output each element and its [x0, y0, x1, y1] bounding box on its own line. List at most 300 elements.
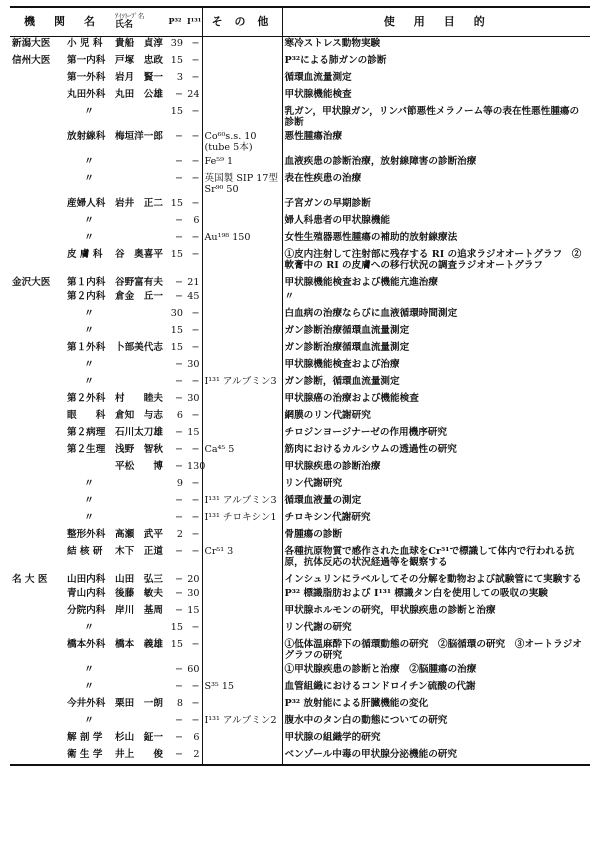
- cell-use: 筋肉におけるカルシウムの透過性の研究: [284, 443, 457, 455]
- cell-use: 〃: [284, 290, 295, 302]
- cell-p: −: [174, 358, 183, 370]
- cell-other: Ca⁴⁵ 5: [202, 443, 282, 460]
- cell-p: 15: [170, 638, 183, 650]
- header-use: 使 用 目 的: [383, 15, 489, 29]
- cell-p: 3: [176, 71, 183, 83]
- cell-i: 15: [185, 426, 202, 443]
- header-org: 機 関 名: [24, 15, 99, 29]
- cell-i: −: [185, 528, 202, 545]
- cell-use: ①皮内注射して注射部に残存する RI の追求ラジオオートグラフ ②軟膏中の RI の皮膚への移行状況の調査ラジオオートグラフ: [284, 248, 582, 271]
- cell-dept: 第２外科: [67, 392, 106, 404]
- table-row: [10, 307, 590, 324]
- cell-p: −: [174, 443, 183, 455]
- table-row: [10, 71, 590, 88]
- cell-use: チロキシン代謝研究: [284, 511, 371, 523]
- cell-name: [113, 477, 165, 494]
- cell-p: 15: [170, 248, 183, 260]
- cell-other: [202, 290, 282, 307]
- cell-use: 寒冷ストレス動物実験: [284, 38, 381, 49]
- cell-org: [10, 545, 65, 570]
- cell-p: −: [174, 680, 183, 692]
- cell-i: −: [185, 155, 202, 172]
- cell-other: [202, 273, 282, 290]
- cell-other: [202, 621, 282, 638]
- cell-other: [202, 248, 282, 273]
- cell-dept: 放射線科: [67, 130, 106, 142]
- cell-p: −: [174, 731, 183, 743]
- cell-org: 新潟大医: [12, 38, 51, 49]
- table-row: [10, 528, 590, 545]
- cell-name: [113, 231, 165, 248]
- cell-i: −: [185, 714, 202, 731]
- cell-dept: 〃: [84, 621, 94, 633]
- cell-p: −: [174, 511, 183, 523]
- cell-dept: 〃: [84, 105, 94, 117]
- cell-other: [202, 307, 282, 324]
- cell-use: チロジンヨージナーゼの作用機序研究: [284, 426, 447, 438]
- cell-i: −: [185, 545, 202, 570]
- cell-use: 甲状腺機能検査および機能亢進治療: [284, 276, 438, 288]
- cell-name: [113, 214, 165, 231]
- cell-org: [10, 587, 65, 604]
- cell-name: 杉山 鉦一: [115, 731, 163, 743]
- cell-dept: [65, 460, 113, 477]
- cell-p: −: [174, 663, 183, 675]
- cell-dept: 分院内科: [67, 604, 106, 616]
- cell-other: [202, 638, 282, 663]
- cell-p: −: [174, 231, 183, 243]
- table-row: [10, 231, 590, 248]
- cell-org: 名 大 医: [12, 573, 48, 585]
- cell-name: [113, 494, 165, 511]
- table-row: [10, 273, 590, 290]
- cell-dept: 〃: [84, 155, 94, 167]
- cell-i: −: [185, 375, 202, 392]
- cell-i: −: [185, 409, 202, 426]
- cell-p: −: [174, 130, 183, 142]
- cell-use: 甲状腺癌の治療および機能検査: [284, 392, 419, 404]
- cell-p: 8: [176, 697, 183, 709]
- table-body: [10, 37, 590, 765]
- cell-i: 21: [185, 273, 202, 290]
- cell-i: 24: [185, 88, 202, 105]
- cell-org: [10, 341, 65, 358]
- cell-name: 山田 弘三: [115, 573, 163, 585]
- isotope-usage-table: [10, 6, 590, 766]
- cell-name: 丸田 公雄: [115, 88, 163, 100]
- cell-name: [113, 155, 165, 172]
- table-row: [10, 426, 590, 443]
- cell-dept: 今井外科: [67, 697, 106, 709]
- cell-org: [10, 697, 65, 714]
- cell-org: [10, 358, 65, 375]
- table-row: [10, 197, 590, 214]
- cell-name: 梅垣洋一郎: [115, 130, 163, 142]
- cell-i: −: [185, 197, 202, 214]
- table-row: [10, 663, 590, 680]
- cell-p: −: [174, 375, 183, 387]
- cell-other: [202, 214, 282, 231]
- cell-org: [10, 714, 65, 731]
- cell-dept: 〃: [84, 214, 94, 226]
- cell-name: 木下 正道: [115, 545, 163, 557]
- cell-org: [10, 71, 65, 88]
- cell-p: −: [174, 460, 183, 472]
- table-row: [10, 638, 590, 663]
- cell-dept: 第２生理: [67, 443, 106, 455]
- cell-org: [10, 105, 65, 130]
- cell-p: 15: [170, 197, 183, 209]
- cell-use: 悪性腫瘍治療: [284, 130, 343, 142]
- cell-p: −: [174, 545, 183, 557]
- cell-p: −: [174, 392, 183, 404]
- cell-name: 岸川 基周: [115, 604, 163, 616]
- cell-p: −: [174, 172, 183, 184]
- cell-org: [10, 731, 65, 748]
- cell-p: −: [174, 587, 183, 599]
- cell-name: [113, 663, 165, 680]
- cell-i: −: [185, 324, 202, 341]
- cell-i: 6: [185, 214, 202, 231]
- cell-i: −: [185, 307, 202, 324]
- cell-dept: 橋本外科: [67, 638, 106, 650]
- table-row: [10, 621, 590, 638]
- cell-name: [113, 105, 165, 130]
- cell-p: 30: [170, 307, 183, 319]
- cell-i: −: [185, 494, 202, 511]
- table-row: [10, 172, 590, 197]
- cell-org: [10, 663, 65, 680]
- cell-other: [202, 341, 282, 358]
- cell-i: −: [185, 638, 202, 663]
- cell-i: −: [185, 511, 202, 528]
- cell-use: 循環血液量の測定: [284, 494, 362, 506]
- cell-other: Co⁶⁰s.s. 10 (tube 5本): [202, 130, 282, 155]
- cell-name: 栗田 一朗: [115, 697, 163, 709]
- cell-i: −: [185, 105, 202, 130]
- cell-i: −: [185, 231, 202, 248]
- header-other: そ の 他: [202, 7, 282, 37]
- cell-name: 谷 奥喜平: [115, 248, 163, 260]
- cell-name: [113, 714, 165, 731]
- cell-dept: 小 児 科: [67, 38, 103, 49]
- cell-name: [113, 358, 165, 375]
- cell-other: [202, 477, 282, 494]
- cell-org: [10, 680, 65, 697]
- cell-i: 6: [185, 731, 202, 748]
- table-row: [10, 248, 590, 273]
- cell-use: P³²による肺ガンの診断: [284, 54, 387, 66]
- cell-i: 30: [185, 587, 202, 604]
- cell-org: [10, 604, 65, 621]
- cell-name: [113, 680, 165, 697]
- cell-use: ベンゾール中毒の甲状腺分泌機能の研究: [284, 748, 457, 760]
- cell-i: 30: [185, 392, 202, 409]
- cell-other: [202, 731, 282, 748]
- cell-p: −: [174, 426, 183, 438]
- cell-use: ガン診断治療循環血流量測定: [284, 341, 410, 353]
- cell-other: [202, 37, 282, 54]
- cell-other: [202, 105, 282, 130]
- cell-p: −: [174, 290, 183, 302]
- cell-p: −: [174, 714, 183, 726]
- cell-other: [202, 392, 282, 409]
- cell-org: [10, 375, 65, 392]
- cell-p: −: [174, 214, 183, 226]
- cell-use: 子宮ガンの早期診断: [284, 197, 371, 209]
- cell-use: P³² 標識脂肪および I¹³¹ 標識タン白を使用しての吸収の実験: [284, 587, 548, 599]
- cell-use: P³² 放射能による肝臓機能の変化: [284, 697, 429, 709]
- table-row: [10, 731, 590, 748]
- cell-i: 45: [185, 290, 202, 307]
- cell-dept: 山田内科: [67, 573, 106, 585]
- table-row: [10, 604, 590, 621]
- cell-dept: 第一内科: [67, 54, 106, 66]
- cell-dept: 第１内科: [67, 276, 106, 288]
- cell-dept: 第２内科: [67, 290, 106, 302]
- cell-other: [202, 197, 282, 214]
- table-row: [10, 748, 590, 765]
- cell-dept: 衛 生 学: [67, 748, 103, 760]
- cell-dept: 〃: [84, 358, 94, 370]
- cell-dept: 〃: [84, 307, 94, 319]
- cell-name: 岩井 正二: [115, 197, 163, 209]
- cell-i: −: [185, 172, 202, 197]
- cell-dept: 〃: [84, 477, 94, 489]
- cell-use: 乳ガン，甲状腺ガン，リンパ節悪性メラノーム等の表在性悪性腫瘍の診断: [284, 105, 580, 128]
- cell-p: −: [174, 494, 183, 506]
- cell-i: −: [185, 130, 202, 155]
- cell-use: 網膜のリン代謝研究: [284, 409, 371, 421]
- cell-p: −: [174, 88, 183, 100]
- cell-org: [10, 748, 65, 765]
- cell-i: −: [185, 71, 202, 88]
- cell-name: [113, 172, 165, 197]
- cell-name: [113, 307, 165, 324]
- cell-dept: 〃: [84, 172, 94, 184]
- table-row: [10, 358, 590, 375]
- cell-dept: 第２病理: [67, 426, 106, 438]
- header-i131: I¹³¹: [185, 7, 202, 37]
- table-row: [10, 54, 590, 71]
- table-row: [10, 443, 590, 460]
- cell-org: [10, 172, 65, 197]
- cell-name: 後藤 敏夫: [115, 587, 163, 599]
- cell-other: I¹³¹ アルブミン3: [202, 494, 282, 511]
- cell-use: 腹水中のタン白の動態についての研究: [284, 714, 448, 726]
- cell-org: [10, 290, 65, 307]
- cell-p: 15: [170, 54, 183, 66]
- cell-other: S³⁵ 15: [202, 680, 282, 697]
- cell-other: 英国製 SIP 17型 Sr⁹⁰ 50: [202, 172, 282, 197]
- cell-dept: 第１外科: [67, 341, 106, 353]
- cell-i: −: [185, 621, 202, 638]
- cell-other: [202, 604, 282, 621]
- table-row: [10, 88, 590, 105]
- cell-name: 戸塚 忠政: [115, 54, 163, 66]
- header-name-label: 氏名: [115, 20, 134, 30]
- cell-org: [10, 528, 65, 545]
- cell-other: [202, 663, 282, 680]
- cell-name: 井上 俊: [115, 748, 163, 760]
- cell-p: 6: [176, 409, 183, 421]
- cell-org: [10, 460, 65, 477]
- cell-other: [202, 324, 282, 341]
- cell-other: [202, 587, 282, 604]
- cell-name: [113, 511, 165, 528]
- cell-org: [10, 392, 65, 409]
- cell-name: 橋本 義雄: [115, 638, 163, 650]
- cell-org: [10, 511, 65, 528]
- cell-other: [202, 460, 282, 477]
- table-row: [10, 392, 590, 409]
- cell-use: 骨腫瘍の診断: [284, 528, 343, 540]
- cell-use: ガン診断，循環血流量測定: [284, 375, 400, 387]
- cell-other: [202, 358, 282, 375]
- cell-org: [10, 214, 65, 231]
- cell-i: −: [185, 248, 202, 273]
- cell-org: [10, 494, 65, 511]
- cell-use: ガン診断治療循環血流量測定: [284, 324, 410, 336]
- cell-org: [10, 621, 65, 638]
- cell-dept: 整形外科: [67, 528, 106, 540]
- cell-org: [10, 409, 65, 426]
- cell-org: [10, 324, 65, 341]
- cell-other: Fe⁵⁹ 1: [202, 155, 282, 172]
- cell-org: 金沢大医: [12, 276, 51, 288]
- cell-dept: 〃: [84, 324, 94, 336]
- cell-other: I¹³¹ アルブミン2: [202, 714, 282, 731]
- cell-org: [10, 130, 65, 155]
- cell-name: [113, 324, 165, 341]
- cell-i: 60: [185, 663, 202, 680]
- cell-i: 130: [185, 460, 202, 477]
- cell-i: −: [185, 477, 202, 494]
- cell-name: [113, 621, 165, 638]
- cell-name: 倉金 丘一: [115, 290, 163, 302]
- cell-dept: 青山内科: [67, 587, 106, 599]
- cell-name: 平松 博: [115, 460, 163, 472]
- cell-org: [10, 477, 65, 494]
- cell-dept: 〃: [84, 714, 94, 726]
- cell-p: 39: [170, 38, 183, 49]
- cell-dept: 眼 科: [67, 409, 106, 421]
- cell-other: [202, 54, 282, 71]
- cell-use: 血管組織におけるコンドロイチン硫酸の代謝: [284, 680, 476, 692]
- cell-p: 15: [170, 324, 183, 336]
- table-row: [10, 587, 590, 604]
- table-row: [10, 37, 590, 54]
- cell-other: [202, 697, 282, 714]
- table-row: [10, 494, 590, 511]
- cell-other: [202, 71, 282, 88]
- cell-name: [113, 375, 165, 392]
- cell-dept: 結 核 研: [67, 545, 103, 557]
- cell-i: 15: [185, 604, 202, 621]
- cell-i: −: [185, 54, 202, 71]
- cell-i: −: [185, 37, 202, 54]
- header-name: [113, 7, 165, 37]
- cell-use: 循環血流量測定: [284, 71, 352, 83]
- cell-dept: 解 剖 学: [67, 731, 103, 743]
- cell-name: 石川太刀雄: [115, 426, 163, 438]
- table-row: [10, 570, 590, 587]
- cell-org: [10, 231, 65, 248]
- cell-other: [202, 528, 282, 545]
- cell-use: リン代謝研究: [284, 477, 343, 489]
- table-row: [10, 214, 590, 231]
- cell-use: 表在性疾患の治療: [284, 172, 362, 184]
- cell-p: −: [174, 604, 183, 616]
- cell-dept: 〃: [84, 375, 94, 387]
- cell-other: [202, 570, 282, 587]
- table-row: [10, 155, 590, 172]
- cell-dept: 〃: [84, 511, 94, 523]
- table-row: [10, 680, 590, 697]
- cell-use: 婦人科患者の甲状腺機能: [284, 214, 391, 226]
- table-row: [10, 290, 590, 307]
- table-row: [10, 130, 590, 155]
- cell-other: Cr⁵¹ 3: [202, 545, 282, 570]
- cell-i: 2: [185, 748, 202, 765]
- cell-dept: 〃: [84, 494, 94, 506]
- table-row: [10, 409, 590, 426]
- table-row: [10, 375, 590, 392]
- cell-name: 高瀬 武平: [115, 528, 163, 540]
- table-row: [10, 341, 590, 358]
- table-row: [10, 697, 590, 714]
- cell-dept: 産婦人科: [67, 197, 106, 209]
- cell-org: [10, 248, 65, 273]
- cell-i: 30: [185, 358, 202, 375]
- cell-name: 倉知 与志: [115, 409, 163, 421]
- cell-use: 女性生殖器悪性腫瘍の補助的放射線療法: [284, 231, 458, 243]
- cell-other: [202, 409, 282, 426]
- cell-org: 信州大医: [12, 54, 51, 66]
- cell-use: インシュリンにラベルしてその分解を動物および試験管にて実験する: [284, 573, 582, 585]
- cell-other: [202, 426, 282, 443]
- cell-use: ①低体温麻酔下の循環動態の研究 ②脳循環の研究 ③オートラジオグラフの研究: [284, 638, 582, 661]
- table-row: [10, 511, 590, 528]
- cell-p: −: [174, 155, 183, 167]
- cell-name: 卜部美代志: [115, 341, 163, 353]
- cell-org: [10, 88, 65, 105]
- header-isotope-label: ｱｲｿﾄｰﾌﾟ名: [115, 12, 145, 21]
- cell-use: ①甲状腺疾患の診断と治療 ②脳腫瘍の治療: [284, 663, 477, 675]
- cell-p: −: [174, 276, 183, 288]
- cell-use: 甲状腺機能検査: [284, 88, 352, 100]
- cell-use: 甲状腺ホルモンの研究，甲状腺疾患の診断と治療: [284, 604, 496, 616]
- cell-use: 甲状腺機能検査および治療: [284, 358, 400, 370]
- cell-use: 血液疾患の診断治療，放射線障害の診断治療: [284, 155, 477, 167]
- cell-use: 白血病の治療ならびに血液循環時間測定: [284, 307, 458, 319]
- cell-i: −: [185, 680, 202, 697]
- cell-p: 2: [176, 528, 183, 540]
- cell-org: [10, 155, 65, 172]
- cell-other: I¹³¹ チロキシン1: [202, 511, 282, 528]
- cell-dept: 丸田外科: [67, 88, 106, 100]
- cell-i: −: [185, 443, 202, 460]
- cell-name: 貴船 貞淳: [115, 38, 163, 49]
- cell-dept: 第一外科: [67, 71, 106, 83]
- cell-dept: 〃: [84, 680, 94, 692]
- table-row: [10, 105, 590, 130]
- cell-other: [202, 748, 282, 765]
- cell-dept: 〃: [84, 231, 94, 243]
- cell-i: −: [185, 341, 202, 358]
- cell-other: [202, 88, 282, 105]
- header-p32: P³²: [168, 16, 182, 27]
